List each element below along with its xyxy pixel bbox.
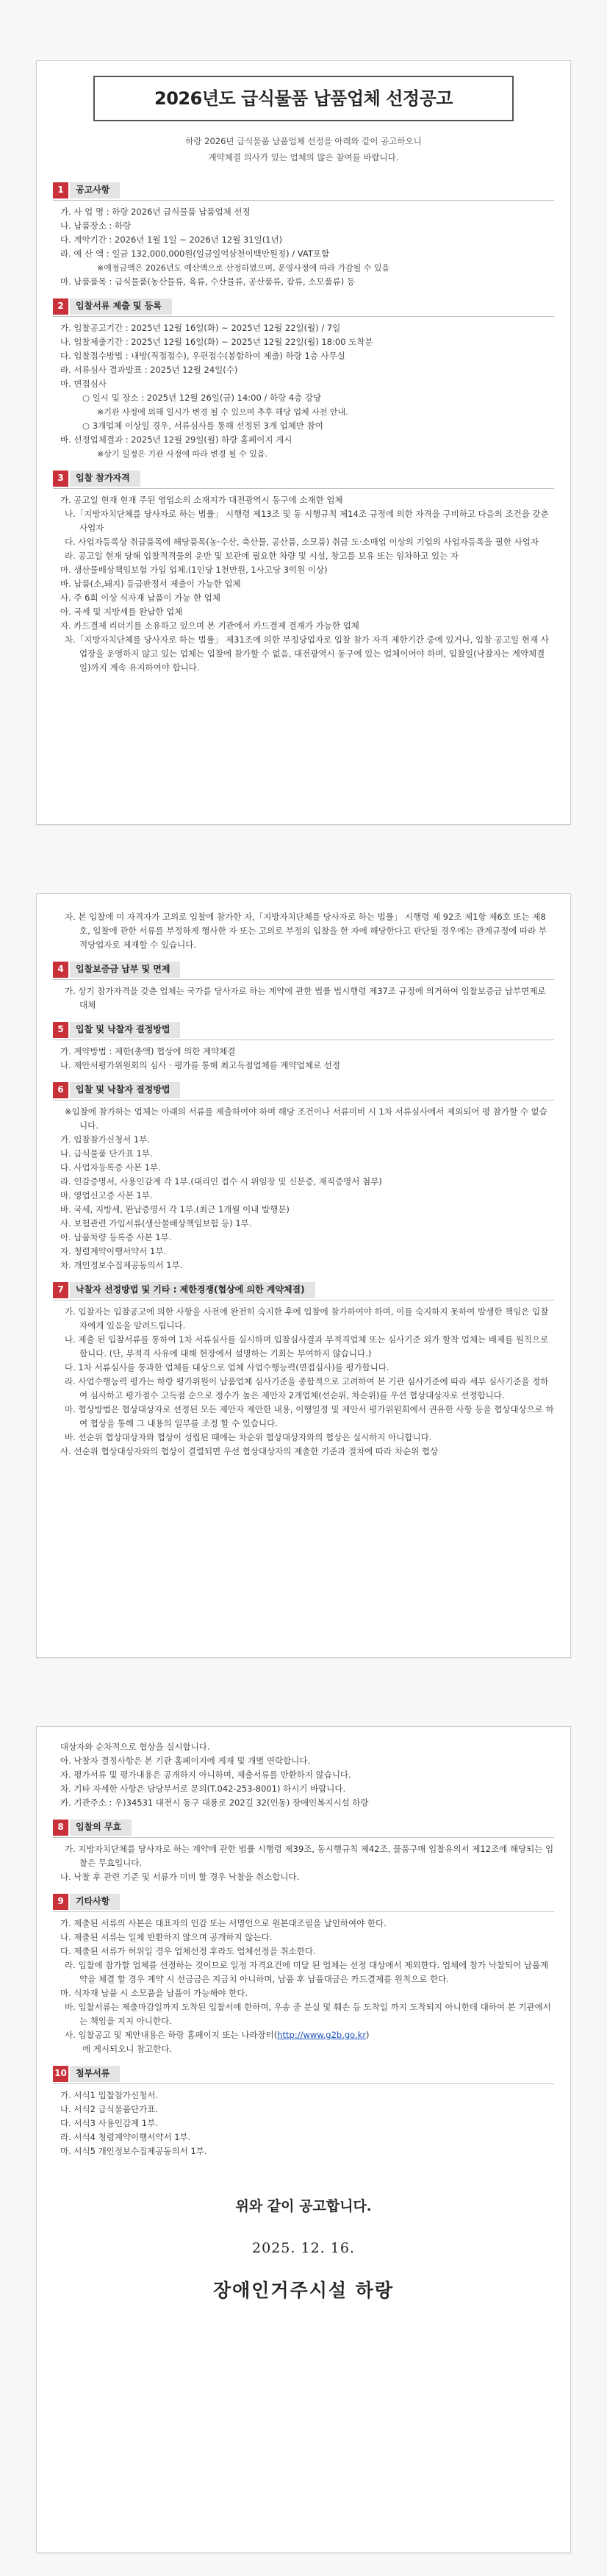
text-line: 바. 입찰서류는 제출마감일까지 도착된 입찰서에 한하며, 우송 중 분실 및 훼손 등 도착일 까지 도착되지 아니한데 대하여 본 기관에서는 책임을 지지 아니한다.	[65, 2002, 551, 2026]
text-line: 바. 선정업체결과 : 2025년 12월 29일(월) 하랑 홈페이지 게시	[60, 434, 292, 445]
text-line: 마. 식자재 납품 시 소모품을 납품이 가능해야 한다.	[60, 1988, 248, 1998]
text-line: 나. 납품장소 : 하랑	[60, 221, 132, 231]
section-6	[53, 1080, 554, 1273]
document-title-box	[93, 76, 514, 121]
document-page-3	[36, 1726, 571, 2553]
section-header	[53, 296, 554, 317]
text-line: 다. 서식3 사용인감계 1부.	[60, 2118, 158, 2128]
section-header	[53, 468, 554, 489]
text-line: 라. 서식4 청렴계약이행서약서 1부.	[60, 2132, 191, 2142]
section-number-badge: 2	[53, 298, 68, 315]
text-line: 나. 제출된 서류는 일체 반환하지 않으며 공개하지 않는다.	[60, 1932, 273, 1942]
text-line: 가. 입찰참가신청서 1부.	[60, 1134, 150, 1145]
text-line: 라. 입찰에 참가할 업체를 선정하는 것이므로 일정 자격요건에 미달 된 업체는 선정 대상에서 제외한다. 업체에 참가 낙찰되어 납품계약을 체결 할 경우 계약 시 선금금은 지급치 아니하며, 납품 후 납품대금은 카드결제를 원칙으로 한다.	[65, 1960, 549, 1984]
section-body	[53, 205, 554, 289]
section-number-badge: 6	[53, 1082, 68, 1098]
section-header	[53, 180, 554, 201]
text-line: 가. 서식1 입찰참가신청서.	[60, 2090, 159, 2100]
page2-sections	[53, 959, 554, 1459]
text-line: 가. 공고일 현재 현재 주된 영업소의 소재지가 대전광역시 동구에 소재한 업체	[60, 495, 343, 505]
section-2	[53, 296, 554, 461]
section-number-badge: 5	[53, 1022, 68, 1038]
text-line: 가. 사 업 명 : 하랑 2026년 급식물품 납품업체 선정	[60, 207, 251, 217]
text-line: 자. 평가서류 및 평가내용은 공개하지 아니하며, 제출서류를 반환하지 않습니다.	[60, 1770, 351, 1780]
g2b-link[interactable]: http://www.g2b.go.kr	[277, 2030, 367, 2040]
text-line: ※예정금액은 2026년도 예산액으로 산정하였으며, 운영사정에 따라 가감될 수 있음	[97, 263, 390, 273]
page3-sections	[53, 1817, 554, 2158]
text-line: 라. 인감증명서, 사용인감계 각 1부.(대리인 접수 시 위임장 및 신분증, 재직증명서 첨부)	[60, 1176, 382, 1187]
text-line: 차. 기타 자세한 사항은 담당부서로 문의(T.042-253-8001) 하시기 바랍니다.	[60, 1783, 346, 1794]
page1-sections	[53, 180, 554, 675]
text-line: 마. 생산물배상책임보험 가입 업체.(1인당 1천만원, 1사고당 3억원 이상)	[60, 565, 328, 575]
issuer-name: 장애인거주시설 하랑	[212, 2280, 395, 2301]
section-title: 낙찰자 선정방법 및 기타 : 제한경쟁(협상에 의한 계약체결)	[70, 1282, 315, 1298]
text-line: ○ 일시 및 장소 : 2025년 12월 26일(금) 14:00 / 하랑 4층 강당	[82, 393, 322, 403]
section-number-badge: 9	[53, 1894, 68, 1910]
document-page-1	[36, 60, 571, 825]
section-title: 입찰의 무효	[70, 1820, 132, 1836]
text-line: 가. 입찰공고기간 : 2025년 12월 16일(화) ~ 2025년 12월 22일(월) / 7일	[60, 323, 341, 333]
text-line: 마. 협상방법은 협상대상자로 선정된 모든 제안자 제안한 내용, 이행일정 및 제안서 평가위원회에서 권유한 사항 등을 협상대상으로 하여 협상을 통해 그 내용의 일부를 조정 할 수 있습니다.	[65, 1404, 554, 1428]
section-title: 입찰보증금 납부 및 면제	[70, 962, 180, 978]
text-line: 차. 개인정보수집제공동의서 1부.	[60, 1260, 183, 1270]
text-line: 라. 공고일 현재 당해 입찰적격물의 운반 및 보관에 필요한 차량 및 시설, 창고를 보유 또는 임차하고 있는 자	[65, 551, 459, 561]
section-9	[53, 1892, 554, 2056]
text-line: 바. 국세, 지방세, 완납증명서 각 1부.(최근 1개월 이내 발행분)	[60, 1204, 290, 1214]
text-line: 나. 낙찰 후 관련 기준 및 서류가 미비 할 경우 낙찰을 취소합니다.	[60, 1872, 300, 1882]
text-line: 아. 낙찰자 결정사항은 본 기관 홈페이지에 게재 및 개별 연락합니다.	[60, 1756, 311, 1766]
section-header	[53, 959, 554, 980]
section-body	[53, 1842, 554, 1884]
section-header	[53, 1020, 554, 1040]
text-line: 사. 선순위 협상대상자와의 협상이 결렬되면 우선 협상대상자의 제출한 기준과 절차에 따라 차순위 협상	[60, 1446, 439, 1456]
text-line: 자. 청렴계약이행서약서 1부.	[60, 1246, 167, 1256]
section-number-badge: 3	[53, 471, 68, 487]
text-line: 카. 기관주소 : 우)34531 대전시 동구 대룡로 202길 32(인동) 장애인복지시설 하랑	[60, 1797, 369, 1808]
section-3	[53, 468, 554, 675]
text-line: 다. 제출된 서류가 허위일 경우 업체선정 후라도 업체선정을 취소한다.	[60, 1946, 316, 1956]
text-line: 마. 서식5 개인정보수집제공동의서 1부.	[60, 2146, 207, 2156]
section-title: 기타사항	[70, 1894, 120, 1910]
text-fragment: )	[366, 2030, 370, 2040]
section-body	[53, 1305, 554, 1459]
text-line: 아. 납품차량 등록증 사본 1부.	[60, 1232, 172, 1242]
text-line: 가. 제출된 서류의 사본은 대표자의 인감 또는 서명인으로 원본대조필을 날인하여야 한다.	[60, 1918, 387, 1928]
section-body	[53, 984, 554, 1012]
closing-block	[53, 2198, 554, 2301]
section-8	[53, 1817, 554, 1884]
text-line: 사. 보험관련 가입서류(생산물배상책임보험 등) 1부.	[60, 1218, 252, 1228]
intro-line: 계약체결 의사가 있는 업체의 많은 참여를 바랍니다.	[208, 152, 399, 162]
section-body	[53, 1045, 554, 1073]
section-body	[53, 1917, 554, 2056]
text-line: 라. 사업수행능력 평가는 하랑 평가위원이 납품업체 심사기준을 종합적으로 고려하여 본 기관 심사기준에 따라 세부 심사기준을 정하여 심사하고 평가점수 고득점 순으로 정수가 높은 제안자 2개업체(선순위, 차순위)를 우선 협상대상자로 선정합니다.	[65, 1376, 549, 1400]
closing-date: 2025. 12. 16.	[252, 2240, 355, 2256]
section-body	[53, 2089, 554, 2158]
section-body	[53, 1105, 554, 1273]
section-number-badge: 7	[53, 1282, 68, 1298]
text-line: 마. 면접심사	[60, 379, 107, 389]
text-line: 나. 입찰제출기간 : 2025년 12월 16일(화) ~ 2025년 12월 22일(월) 18:00 도착분	[60, 337, 373, 347]
text-line: 에 게시되오니 참고한다.	[82, 2044, 173, 2054]
text-line: 대상자와 순차적으로 협상을 실시합니다.	[60, 1742, 210, 1752]
text-line: 가. 계약방법 : 제한(총액) 협상에 의한 계약체결	[60, 1046, 236, 1056]
text-line: 사. 주 6회 이상 식자재 납품이 가능 한 업체	[60, 593, 220, 603]
section-title: 입찰 및 낙찰자 결정방법	[70, 1022, 180, 1038]
section-body	[53, 321, 554, 461]
text-line: 가. 상기 참가자격을 갖춘 업체는 국가를 당사자로 하는 계약에 관한 법률 법시행령 제37조 규정에 의거하여 입찰보증금 납부면제로 대체	[65, 986, 546, 1010]
text-line	[60, 2028, 554, 2042]
section-title: 입찰서류 제출 및 등록	[70, 298, 172, 315]
text-line: 자. 본 입찰에 미 자격자가 고의로 입찰에 참가한 자,「지방자치단체를 당사자로 하는 법률」 시행령 제 92조 제1항 제6호 또는 제8호, 입찰에 관한 서류를 부정하게 행사한 자 또는 고의로 부정의 입찰을 한 자에 해당한다고 판단될 경우에는 관계규정에 따라 부적당업자로 제재할 수 있습니다.	[65, 912, 547, 950]
section-5	[53, 1020, 554, 1073]
text-line: 차.「지방자치단체를 당사자로 하는 법률」 제31조에 의한 부정당업자로 입찰 참가 자격 제한기간 중에 있거나, 입찰 공고일 현재 사업장을 운영하지 않고 있는 업체는 입찰에 참가할 수 없음, 대전광역시 동구에 있는 업체이어야 하며, 입찰일(낙찰자는 계약체결일)까지 계속 유지하여야 합니다.	[65, 634, 549, 673]
text-line: 자. 카드결제 리더기를 소유하고 있으며 본 기관에서 카드결제 결재가 가능한 업체	[60, 620, 359, 631]
section-header	[53, 1817, 554, 1838]
text-line: 나. 제안서평가위원회의 심사 · 평가를 통해 최고득점업체를 계약업체로 선정	[60, 1060, 340, 1070]
text-line: ※입찰에 참가하는 업체는 아래의 서류를 제출하여야 하며 해당 조건이나 서류미비 시 1차 서류심사에서 제외되어 평 참가할 수 없습니다.	[65, 1106, 547, 1131]
page2-continued-text	[53, 910, 554, 952]
section-number-badge: 10	[53, 2066, 68, 2082]
text-line: 나. 제출 된 입찰서류를 통하여 1차 서류심사를 실시하며 입찰심사결과 부적격업체 또는 심사기준 외가 할착 업체는 배제를 원칙으로 합니다. (단, 부적격 사유에 대해 현장에서 설명하는 기회는 부여하지 않습니다.)	[65, 1334, 549, 1359]
text-line: 가. 입찰자는 입찰공고에 의한 사항을 사전에 완전히 숙지한 후에 입찰에 참가하여야 하며, 이를 숙지하지 못하여 발생한 책임은 입찰자에게 있음을 알려드립니다.	[65, 1306, 549, 1331]
text-fragment: 사. 입찰공고 및 제안내용은 하랑 홈페이지 또는 나라장터(	[65, 2030, 278, 2040]
document-page-2	[36, 893, 571, 1658]
section-number-badge: 4	[53, 962, 68, 978]
section-title: 입찰 및 낙찰자 결정방법	[70, 1082, 180, 1098]
intro-line: 하랑 2026년 급식물품 납품업체 선정을 아래와 같이 공고하오니	[185, 136, 422, 146]
section-header	[53, 1892, 554, 1912]
section-header	[53, 1280, 554, 1300]
document-title: 2026년도 급식물품 납품업체 선정공고	[154, 87, 453, 109]
text-line: 다. 입찰접수방법 : 내방(직접접수), 우편접수(봉함하여 제출) 하랑 1층 사무실	[60, 351, 345, 361]
text-line: 다. 1차 서류심사를 통과한 업체를 대상으로 업체 사업수행능력(면접심사)를 평가합니다.	[65, 1362, 389, 1373]
text-line: 바. 납품(소,돼지) 등급판정서 제출이 가능한 업체	[60, 579, 241, 589]
section-number-badge: 8	[53, 1820, 68, 1836]
text-line: 다. 계약기간 : 2026년 1월 1일 ~ 2026년 12월 31일(1년)	[60, 235, 283, 245]
text-line: 라. 서류심사 결과발표 : 2025년 12월 24일(수)	[60, 365, 238, 375]
text-line: 라. 예 산 액 : 일금 132,000,000원(일금일억삼천이백만원정) / VAT포함	[60, 248, 330, 259]
section-body	[53, 493, 554, 675]
section-number-badge: 1	[53, 182, 68, 198]
text-line: 나. 급식물품 단가표 1부.	[60, 1148, 153, 1159]
text-line: 다. 사업자등록상 취급품목에 해당품목(농·수산, 축산물, 공산품, 소모품) 취급 도·소매업 이상의 기업의 사업자등록을 필한 사업자	[65, 537, 539, 547]
text-line: 아. 국세 및 지방세를 완납한 업체	[60, 607, 183, 617]
intro-text	[53, 133, 554, 165]
section-title: 입찰 참가자격	[70, 471, 140, 487]
section-title: 공고사항	[70, 182, 120, 198]
section-header	[53, 2064, 554, 2084]
text-line: 마. 납품품목 : 급식물품(농산물류, 육류, 수산물류, 공산품류, 잡류, 소모품류) 등	[60, 276, 355, 287]
text-line: 바. 선순위 협상대상자와 협상이 성립된 때에는 차순위 협상대상자와의 협상은 실시하지 아니합니다.	[65, 1432, 432, 1442]
closing-statement: 위와 같이 공고합니다.	[235, 2198, 372, 2214]
page3-continued-text	[53, 1740, 554, 1810]
text-line: 나. 서식2 급식물품단가표.	[60, 2104, 159, 2114]
text-line: 나.「지방자치단체를 당사자로 하는 법률」 시행령 제13조 및 동 시행규칙 제14조 규정에 의한 자격을 구비하고 다음의 조건을 갖춘 사업자	[65, 509, 549, 533]
text-line: 마. 영업신고증 사본 1부.	[60, 1190, 153, 1201]
text-line: 가. 지방자치단체를 당사자로 하는 계약에 관한 법률 시행령 제39조, 동시행규칙 제42조, 물품구매 입찰유의서 제12조에 해당되는 입찰은 무효입니다.	[65, 1844, 554, 1868]
section-header	[53, 1080, 554, 1101]
section-1	[53, 180, 554, 289]
section-title: 첨부서류	[70, 2066, 120, 2082]
section-4	[53, 959, 554, 1012]
text-line: ※기관 사정에 의해 일시가 변경 될 수 있으며 추후 해당 업체 사전 안내.	[97, 407, 348, 417]
section-7	[53, 1280, 554, 1459]
section-10	[53, 2064, 554, 2158]
text-line: ○ 3개업체 이상일 경우, 서류심사를 통해 선정된 3개 업체만 참여	[82, 421, 323, 431]
text-line: ※상기 일정은 기관 사정에 따라 변경 될 수 있음.	[97, 449, 267, 459]
text-line: 다. 사업자등록증 사본 1부.	[60, 1162, 161, 1173]
